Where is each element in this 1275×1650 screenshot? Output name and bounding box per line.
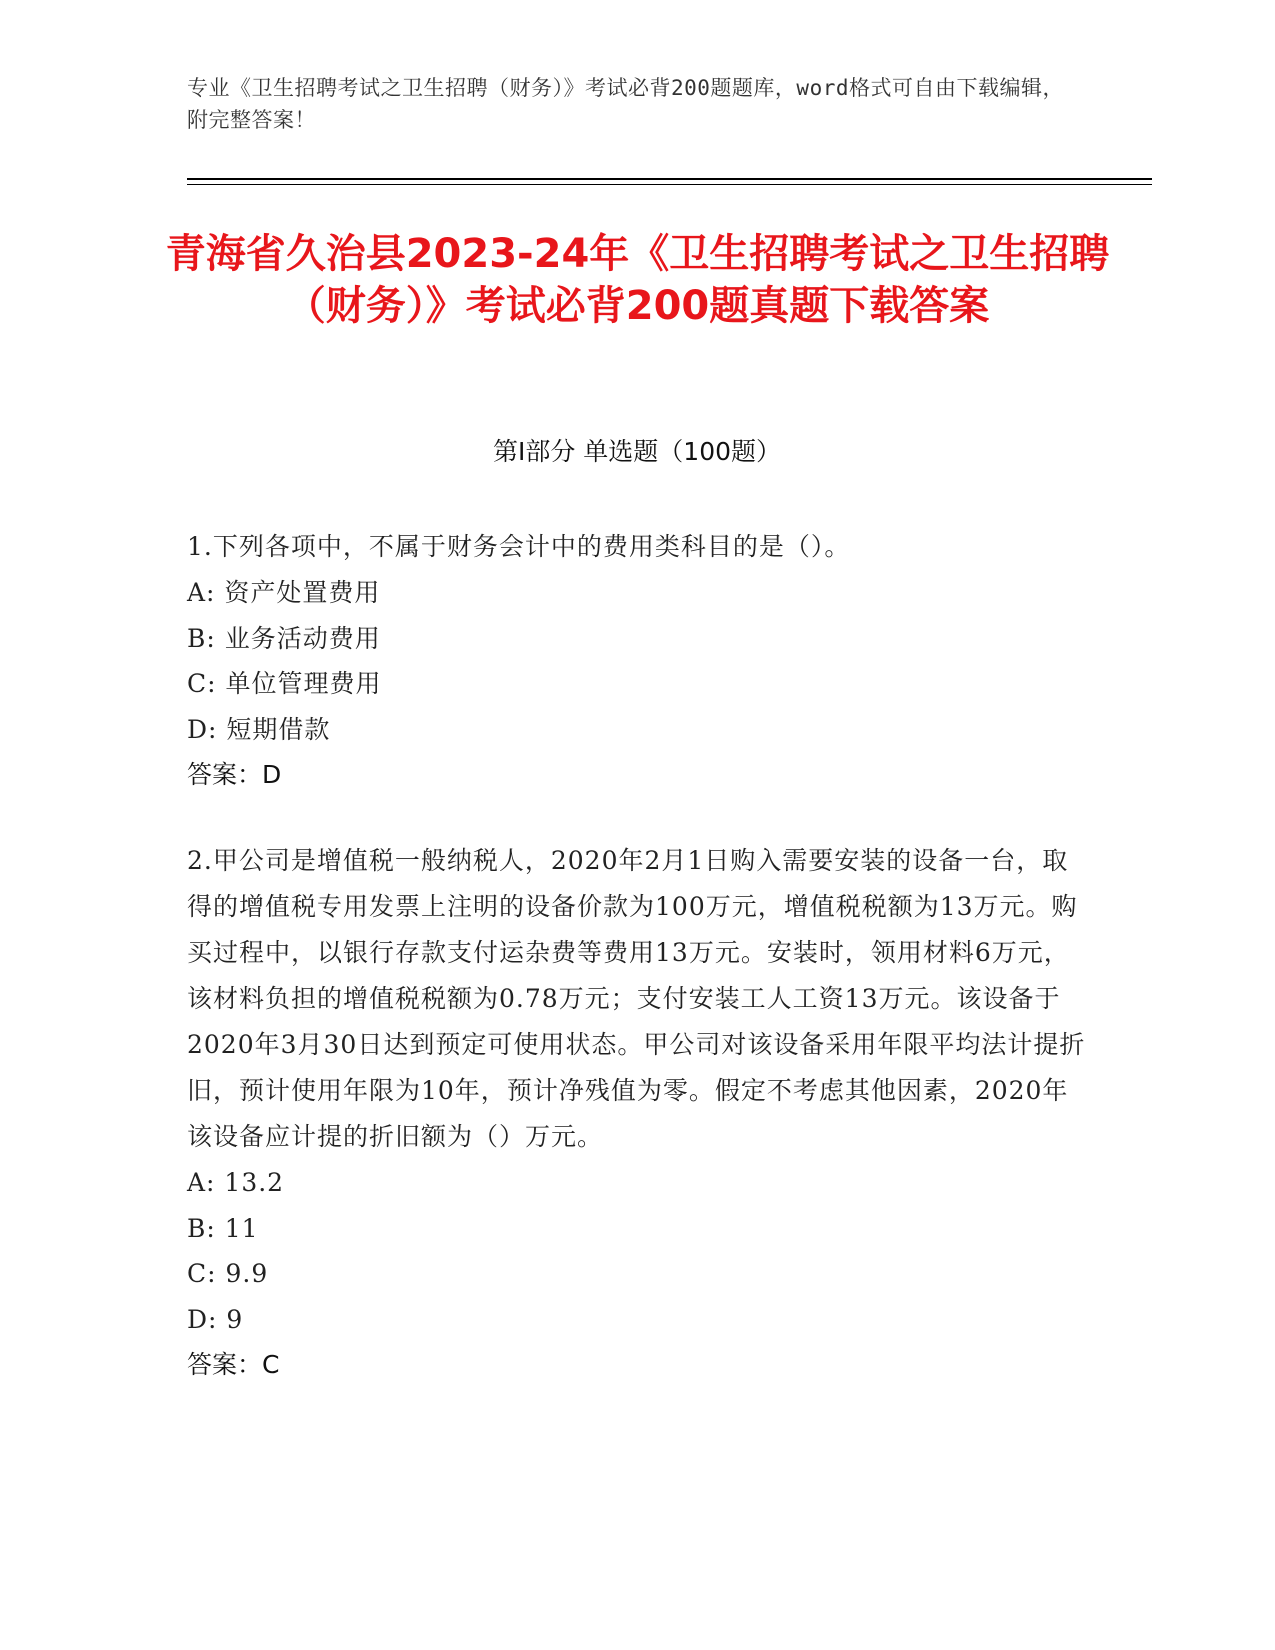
header-note: 专业《卫生招聘考试之卫生招聘（财务）》考试必背200题题库，word格式可自由下载编辑，附完整答案！ [187,76,1064,132]
header-rule-thick [187,178,1152,180]
header-rule-thin [187,184,1152,185]
document-title: 青海省久治县2023-24年《卫生招聘考试之卫生招聘（财务）》考试必背200题真题下载答案 [165,231,1110,329]
question-1 [187,524,1087,798]
option-d: D: 9 [187,1304,244,1334]
question-stem: 2.甲公司是增值税一般纳税人，2020年2月1日购入需要安装的设备一台，取得的增值税专用发票上注明的设备价款为100万元，增值税税额为13万元。购买过程中，以银行存款支付运杂费等费用13万元。安装时，领用材料6万元，该材料负担的增值税税额为0.78万元；支付安装工人工资13万元。该设备于2020年3月30日达到预定可使用状态。甲公司对该设备采用年限平均法计提折旧，预计使用年限为10年，预计净残值为零。假定不考虑其他因素，2020年该设备应计提的折旧额为（）万元。 [187,846,1086,1151]
option-c: C: 9.9 [187,1259,269,1288]
question-2 [187,838,1087,1388]
answer: 答案：C [187,1350,280,1379]
option-b: B: 业务活动费用 [187,623,381,653]
section-heading: 第I部分 单选题（100题） [492,437,782,466]
option-a: A: 13.2 [187,1168,285,1197]
option-c: C: 单位管理费用 [187,669,382,698]
answer: 答案：D [187,760,282,789]
option-a: A: 资产处置费用 [187,578,381,607]
option-b: B: 11 [187,1213,259,1243]
option-d: D: 短期借款 [187,714,331,744]
question-stem: 1.下列各项中，不属于财务会计中的费用类科目的是（）。 [187,532,851,561]
